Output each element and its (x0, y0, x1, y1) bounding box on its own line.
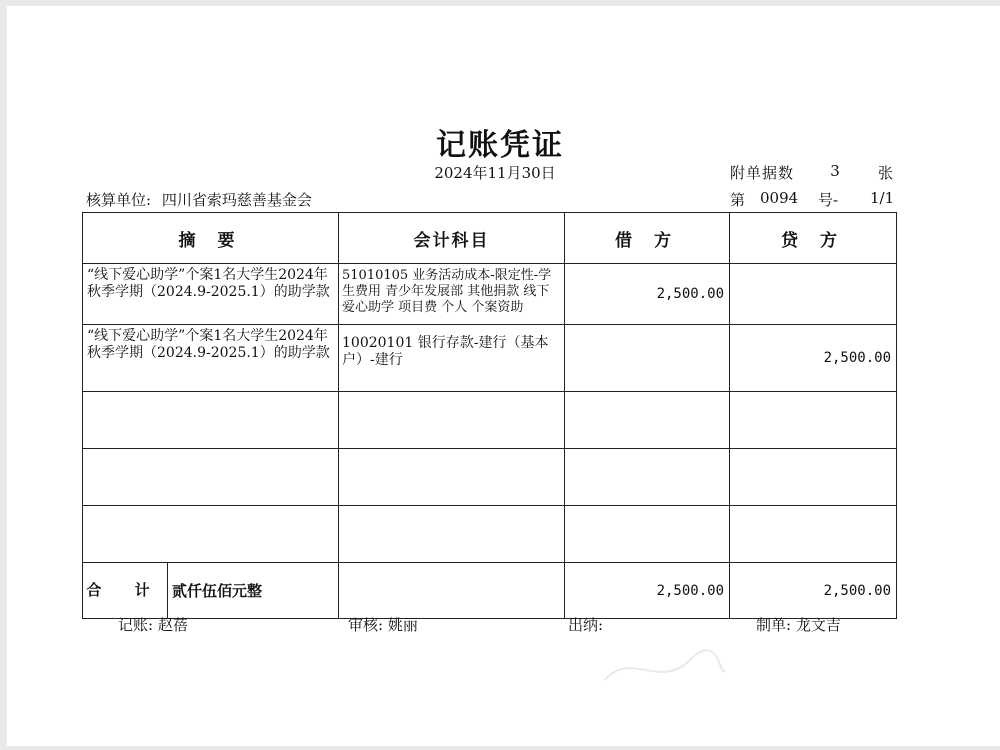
accounting-unit-name: 四川省索玛慈善基金会 (161, 191, 312, 209)
empty-cell (730, 392, 897, 449)
total-amount-words: 贰仟伍佰元整 (172, 582, 263, 600)
total-debit: 2,500.00 (565, 563, 730, 619)
empty-cell (730, 506, 897, 563)
faint-bleedthrough-mark (600, 640, 730, 700)
accounting-unit (86, 189, 312, 210)
empty-cell (83, 392, 339, 449)
empty-cell (565, 449, 730, 506)
reviewer-signature: 审核: 姚丽 (348, 616, 418, 634)
table-row (83, 264, 897, 325)
entry-debit (565, 325, 730, 392)
voucher-page: 1/1 (870, 189, 895, 207)
accounting-unit-label: 核算单位: (86, 191, 152, 209)
scan-edge-bottom (0, 746, 1000, 750)
total-cell (83, 563, 339, 619)
voucher-number-suffix: 号- (818, 191, 839, 209)
total-row (83, 563, 897, 619)
entry-summary: “线下爱心助学”个案1名大学生2024年秋季学期（2024.9-2025.1）的助学款 (83, 325, 339, 392)
empty-cell (339, 449, 565, 506)
cashier-signature: 出纳: (568, 616, 604, 634)
table-row-empty (83, 392, 897, 449)
header-debit: 借 方 (565, 213, 730, 264)
entry-summary: “线下爱心助学”个案1名大学生2024年秋季学期（2024.9-2025.1）的助学款 (83, 264, 339, 325)
total-label: 合 计 (83, 563, 168, 618)
entry-account: 10020101 银行存款-建行（基本户）-建行 (339, 325, 565, 392)
header-credit: 贷 方 (730, 213, 897, 264)
voucher-title: 记账凭证 (436, 128, 564, 163)
empty-cell (83, 449, 339, 506)
entry-credit (730, 264, 897, 325)
total-spacer (339, 563, 565, 619)
voucher-number-prefix: 第 (730, 191, 746, 209)
empty-cell (565, 392, 730, 449)
entry-debit: 2,500.00 (565, 264, 730, 325)
empty-cell (730, 449, 897, 506)
scan-edge-left (0, 0, 7, 750)
table-header-row (83, 213, 897, 264)
attachments-unit: 张 (878, 164, 894, 182)
empty-cell (339, 506, 565, 563)
table-row (83, 325, 897, 392)
header-account: 会计科目 (339, 213, 565, 264)
voucher-number-value: 0094 (760, 189, 799, 207)
entry-account: 51010105 业务活动成本-限定性-学生费用 青少年发展部 其他捐款 线下爱心助学 项目费 个人 个案资助 (339, 264, 565, 325)
empty-cell (83, 506, 339, 563)
bookkeeper-signature: 记账: 赵蓓 (118, 616, 188, 634)
empty-cell (339, 392, 565, 449)
preparer-signature: 制单: 龙文吉 (756, 616, 841, 634)
attachments-number: 3 (830, 162, 840, 180)
empty-cell (565, 506, 730, 563)
voucher-table (82, 212, 897, 619)
scan-edge-top (0, 0, 1000, 6)
header-summary: 摘 要 (83, 213, 339, 264)
attachments-label: 附单据数 (730, 164, 795, 182)
total-credit: 2,500.00 (730, 563, 897, 619)
table-row-empty (83, 449, 897, 506)
voucher-date: 2024年11月30日 (434, 164, 556, 182)
entry-credit: 2,500.00 (730, 325, 897, 392)
attachments-count (730, 162, 894, 183)
table-row-empty (83, 506, 897, 563)
